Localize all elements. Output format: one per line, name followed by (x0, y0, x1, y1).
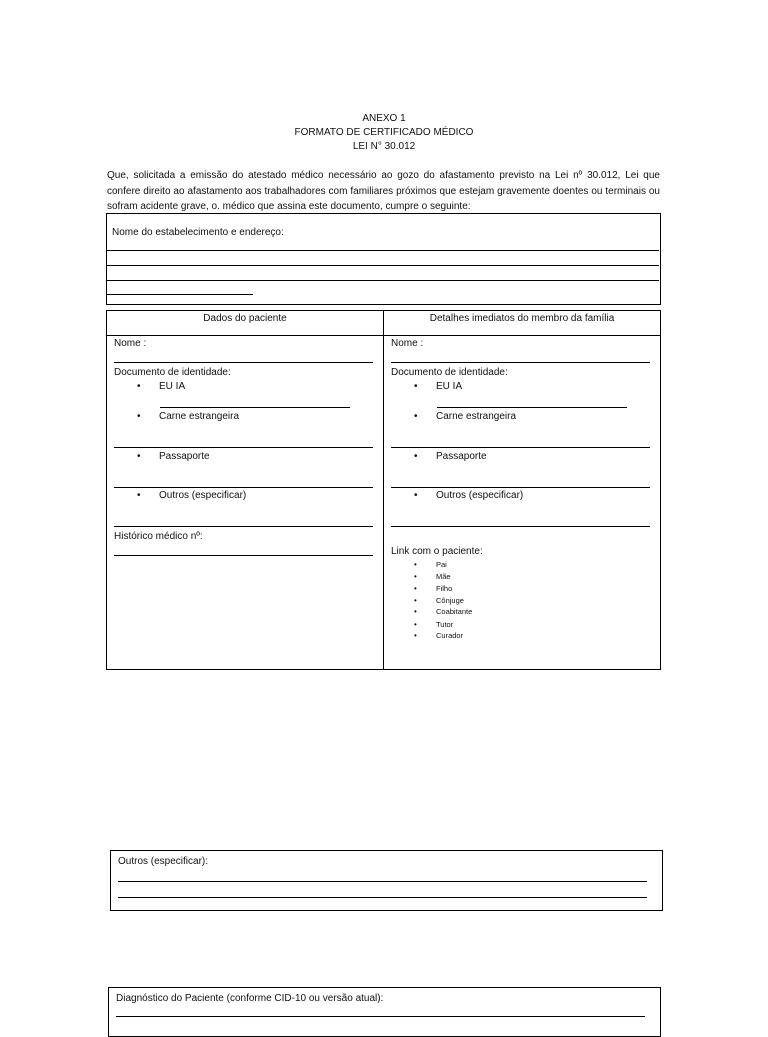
family-id-label: Documento de identidade: (391, 367, 508, 378)
establishment-line-2[interactable] (107, 265, 659, 266)
family-name-label: Nome : (391, 338, 424, 349)
bullet-icon: • (414, 411, 418, 422)
bullet-icon: • (137, 490, 141, 501)
bullet-icon: • (414, 631, 417, 640)
patient-id-field-2[interactable] (114, 447, 373, 448)
bullet-icon: • (414, 451, 418, 462)
others-line-1[interactable] (118, 881, 647, 882)
bullet-icon: • (414, 607, 417, 616)
establishment-line-1[interactable] (107, 250, 659, 251)
bullet-icon: • (414, 596, 417, 605)
diagnosis-label: Diagnóstico do Paciente (conforme CID-10 ou versão atual): (116, 993, 384, 1004)
bullet-icon: • (414, 381, 418, 392)
establishment-line-4[interactable] (107, 294, 253, 295)
law-number-title: LEI N° 30.012 (352, 141, 416, 152)
family-id-field-3[interactable] (391, 487, 650, 488)
bullet-icon: • (414, 490, 418, 501)
others-line-2[interactable] (118, 897, 647, 898)
family-column-header: Detalhes imediatos do membro da família (429, 313, 615, 324)
establishment-label: Nome do estabelecimento e endereço: (112, 227, 284, 238)
bullet-icon: • (137, 381, 141, 392)
patient-history-label: Histórico médico nº: (114, 531, 203, 542)
diagnosis-line-1[interactable] (116, 1016, 645, 1017)
patient-history-field[interactable] (114, 555, 373, 556)
table-divider (383, 311, 384, 669)
bullet-icon: • (414, 560, 417, 569)
bullet-icon: • (137, 411, 141, 422)
others-label: Outros (especificar): (118, 856, 209, 867)
patient-column-header: Dados do paciente (203, 313, 287, 324)
family-id-field-1[interactable] (437, 407, 627, 408)
table-header-divider (107, 335, 660, 336)
family-id-field-2[interactable] (391, 447, 650, 448)
family-id-field-4[interactable] (391, 526, 650, 527)
bullet-icon: • (414, 584, 417, 593)
annex-title: ANEXO 1 (362, 113, 406, 124)
patient-name-field[interactable] (114, 362, 373, 363)
patient-id-field-4[interactable] (114, 526, 373, 527)
patient-id-label: Documento de identidade: (114, 367, 231, 378)
establishment-line-3[interactable] (107, 280, 659, 281)
intro-paragraph: Que, solicitada a emissão do atestado médico necessário ao gozo do afastamento previsto na Lei nº 30.012, Lei que confere direito ao afastamento aos trabalhadores com familiares próximos que estejam gravemente doentes ou terminais ou sofram acidente grave, o. médico que assina este documento, cumpre o seguinte: (107, 170, 660, 212)
patient-id-field-3[interactable] (114, 487, 373, 488)
bullet-icon: • (137, 451, 141, 462)
family-name-field[interactable] (391, 362, 650, 363)
patient-id-field-1[interactable] (160, 407, 350, 408)
bullet-icon: • (414, 572, 417, 581)
family-link-label: Link com o paciente: (391, 546, 483, 557)
certificate-format-title: FORMATO DE CERTIFICADO MÉDICO (294, 127, 474, 138)
bullet-icon: • (414, 620, 417, 629)
patient-name-label: Nome : (114, 338, 147, 349)
